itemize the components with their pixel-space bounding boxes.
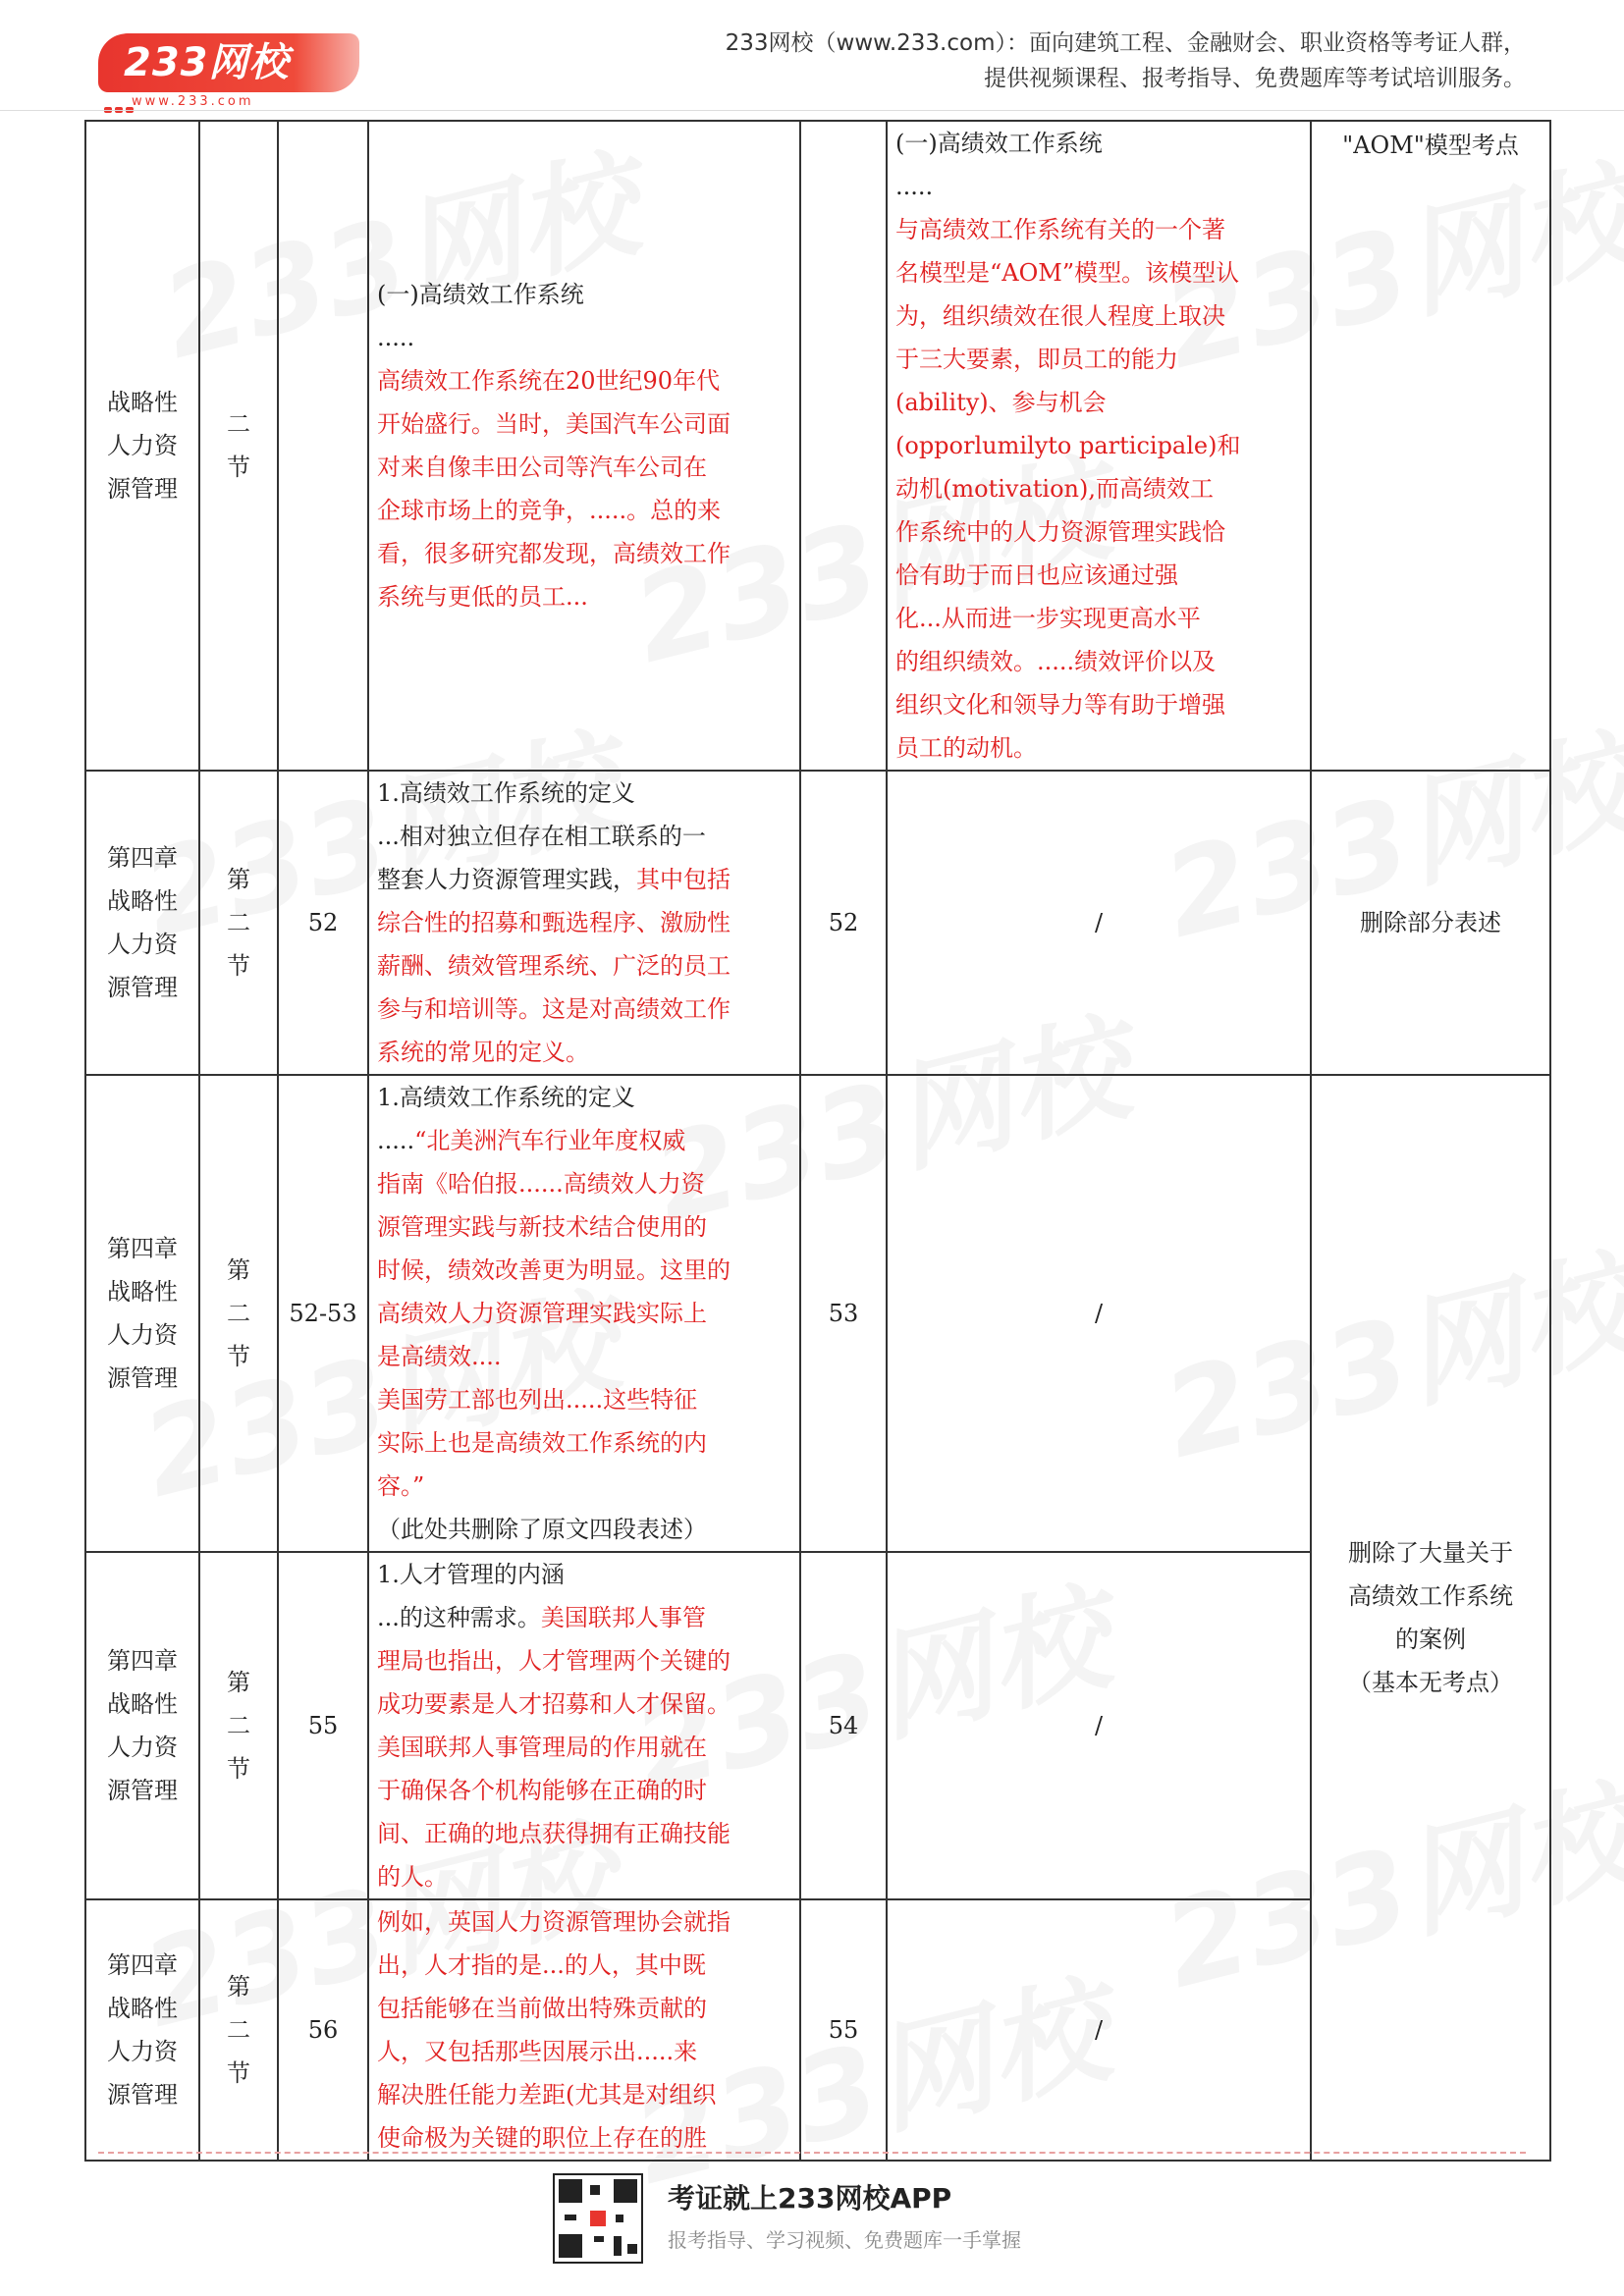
chapter-cell: 战略性 人力资 源管理 <box>85 121 199 771</box>
section-cell: 二 节 <box>199 121 278 771</box>
chapter-cell: 第四章 战略性 人力资 源管理 <box>85 1552 199 1899</box>
page-header <box>0 0 1624 116</box>
footer-title: 考证就上233网校APP <box>668 2182 952 2215</box>
new-page-cell <box>800 121 887 771</box>
qr-code-icon[interactable] <box>553 2173 643 2264</box>
old-page-cell: 56 <box>278 1899 368 2161</box>
new-page-cell: 55 <box>800 1899 887 2161</box>
logo-url: www.233.com <box>132 94 254 109</box>
new-text-cell: / <box>887 1075 1311 1552</box>
old-page-cell <box>278 121 368 771</box>
chapter-cell: 第四章 战略性 人力资 源管理 <box>85 771 199 1075</box>
note-cell: 删除部分表述 <box>1311 771 1550 1075</box>
new-page-cell: 53 <box>800 1075 887 1552</box>
old-page-cell: 52 <box>278 771 368 1075</box>
table-row <box>85 121 1550 771</box>
old-page-cell: 55 <box>278 1552 368 1899</box>
logo-badge: 233网校 <box>98 33 359 92</box>
footer-subtitle: 报考指导、学习视频、免费题库一手掌握 <box>668 2228 1021 2252</box>
section-cell: 第 二 节 <box>199 1552 278 1899</box>
old-text-cell: (一)高绩效工作系统 ..... 高绩效工作系统在20世纪90年代 开始盛行。当时，美国汽车公司面 对来自像丰田公司等汽车公司在 企球市场上的竞争，.....。总的来 看，很多研究都发现，高绩效工作 系统与更低的员工... <box>368 121 800 771</box>
new-text-cell: (一)高绩效工作系统 ..... 与高绩效工作系统有关的一个著 名模型是“AOM”模型。该模型认 为，组织绩效在很人程度上取决 于三大要素，即员工的能力 (ability)、参与机会 (opporlumilyto participale)和 动机(motivation),而高绩效工 作系统中的人力资源管理实践恰 恰有助于而日也应该通过强 化...从而进一步实现更高水平 的组织绩效。.....绩效评价以及 组织文化和领导力等有助于增强 员工的动机。 <box>887 121 1311 771</box>
header-line-2: 提供视频课程、报考指导、免费题库等考试培训服务。 <box>984 66 1526 91</box>
old-text-cell: 1.人才管理的内涵 ...的这种需求。美国联邦人事管 理局也指出，人才管理两个关键的 成功要素是人才招募和人才保留。 美国联邦人事管理局的作用就在 于确保各个机构能够在正确的时 间、正确的地点获得拥有正确技能 的人。 <box>368 1552 800 1899</box>
new-text-cell: / <box>887 1552 1311 1899</box>
old-text-cell: 1.高绩效工作系统的定义 ...相对独立但存在相工联系的一 整套人力资源管理实践，其中包括 综合性的招募和甄选程序、激励性 薪酬、绩效管理系统、广泛的员工 参与和培训等。这是对高绩效工作 系统的常见的定义。 <box>368 771 800 1075</box>
new-page-cell: 52 <box>800 771 887 1075</box>
new-text-cell: / <box>887 1899 1311 2161</box>
header-line-1: 233网校（www.233.com）：面向建筑工程、金融财会、职业资格等考证人群， <box>725 30 1526 56</box>
footer-divider <box>98 2152 1526 2154</box>
new-page-cell: 54 <box>800 1552 887 1899</box>
old-page-cell: 52-53 <box>278 1075 368 1552</box>
header-divider <box>0 110 1624 111</box>
comparison-table <box>84 120 1551 2162</box>
site-logo[interactable] <box>98 33 363 110</box>
old-text-cell: 例如，英国人力资源管理协会就指 出，人才指的是...的人，其中既 包括能够在当前做出特殊贡献的 人，又包括那些因展示出.....来 解决胜任能力差距(尤其是对组织 使命极为关键的职位上存在的胜 <box>368 1899 800 2161</box>
table-row <box>85 1075 1550 1552</box>
chapter-cell: 第四章 战略性 人力资 源管理 <box>85 1899 199 2161</box>
section-cell: 第 二 节 <box>199 1075 278 1552</box>
table-row <box>85 771 1550 1075</box>
section-cell: 第 二 节 <box>199 771 278 1075</box>
section-cell: 第 二 节 <box>199 1899 278 2161</box>
old-text-cell: 1.高绩效工作系统的定义 .....“北美洲汽车行业年度权威 指南《哈伯报......高绩效人力资 源管理实践与新技术结合使用的 时候，绩效改善更为明显。这里的 高绩效人力资源管理实践实际上 是高绩效.... 美国劳工部也列出.....这些特征 实际上也是高绩效工作系统的内 容。” （此处共删除了原文四段表述） <box>368 1075 800 1552</box>
new-text-cell: / <box>887 771 1311 1075</box>
note-cell: 删除了大量关于 高绩效工作系统 的案例 （基本无考点） <box>1311 1075 1550 2161</box>
chapter-cell: 第四章 战略性 人力资 源管理 <box>85 1075 199 1552</box>
header-description <box>726 26 1526 96</box>
note-cell: "AOM"模型考点 <box>1311 121 1550 771</box>
